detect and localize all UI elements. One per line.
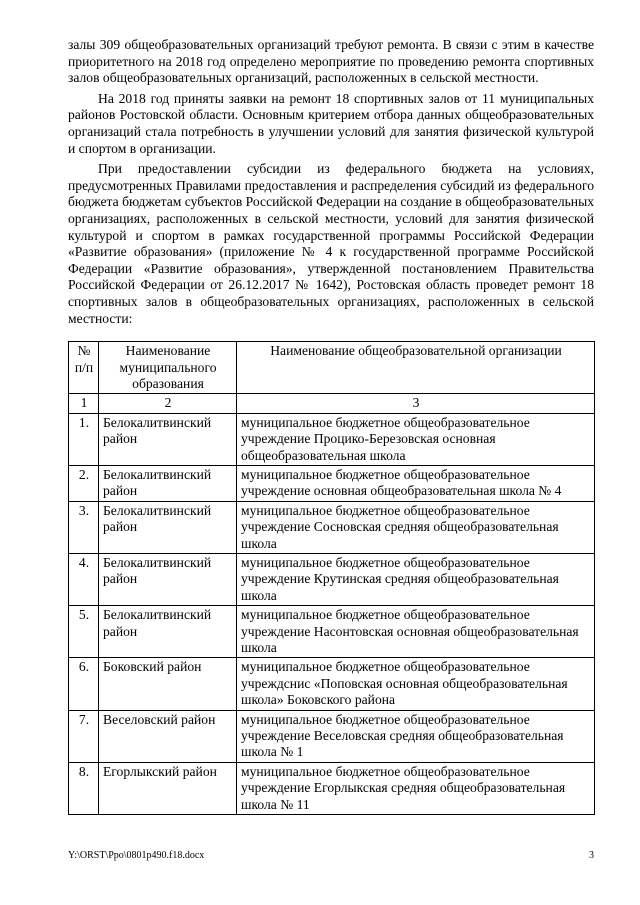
- row-organization: муниципальное бюджетное общеобразовательное учреждение Крутинская средняя общеобразовательная школа: [237, 553, 595, 605]
- header-organization: Наименование общеобразовательной организации: [237, 342, 595, 394]
- table-index-row: [69, 394, 595, 413]
- file-path: Y:\ORST\Ppo\0801p490.f18.docx: [68, 850, 205, 861]
- row-number: 2.: [69, 465, 99, 501]
- row-organization: муниципальное бюджетное общеобразовательное учреждение Веселовская средняя общеобразовательная школа № 1: [237, 710, 595, 762]
- row-number: 5.: [69, 606, 99, 658]
- row-organization: муниципальное бюджетное общеобразовательное учреждение Процико-Березовская основная общеобразовательная школа: [237, 413, 595, 465]
- row-organization: муниципальное бюджетное общеобразовательное учреждение Егорлыкская средняя общеобразовательная школа № 11: [237, 762, 595, 814]
- table-row: [69, 762, 595, 814]
- index-cell-1: 1: [69, 394, 99, 413]
- row-number: 6.: [69, 658, 99, 710]
- table-header-row: [69, 342, 595, 394]
- row-district: Белокалитвинский район: [99, 606, 237, 658]
- page-number: 3: [589, 850, 594, 861]
- row-district: Белокалитвинский район: [99, 413, 237, 465]
- row-number: 4.: [69, 553, 99, 605]
- paragraph-1: залы 309 общеобразовательных организаций требуют ремонта. В связи с этим в качестве приоритетного на 2018 год определено мероприятие по проведению ремонта спортивных залов общеобразовательных организаций, расположенных в сельской местности.: [68, 37, 594, 86]
- paragraph-2: На 2018 год приняты заявки на ремонт 18 спортивных залов от 11 муниципальных районов Ростовской области. Основным критерием отбора данных общеобразовательных организаций стала потребность в улучшении условий для занятия физической культурой и спортом в организации.: [68, 90, 594, 156]
- index-cell-3: 3: [237, 394, 595, 413]
- row-district: Боковский район: [99, 658, 237, 710]
- index-cell-2: 2: [99, 394, 237, 413]
- row-number: 7.: [69, 710, 99, 762]
- schools-table: [68, 341, 595, 815]
- table-row: [69, 658, 595, 710]
- row-organization: муниципальное бюджетное общеобразовательное учреждение основная общеобразовательная школа № 4: [237, 465, 595, 501]
- row-number: 3.: [69, 501, 99, 553]
- header-number: № п/п: [69, 342, 99, 394]
- row-organization: муниципальное бюджетное общеобразовательное учреждение Сосновская средняя общеобразовательная школа: [237, 501, 595, 553]
- paragraph-3: При предоставлении субсидии из федерального бюджета на условиях, предусмотренных Правилами предоставления и распределения субсидий из федерального бюджета бюджетам субъектов Российской Федерации на создание в общеобразовательных организациях, расположенных в сельской местности, условий для занятия физической культурой и спортом в рамках государственной программы Российской Федерации «Развитие образования» (приложение № 4 к государственной программе Российской Федерации «Развитие образования», утвержденной постановлением Правительства Российской Федерации от 26.12.2017 № 1642), Ростовская область проведет ремонт 18 спортивных залов в общеобразовательных организациях, расположенных в сельской местности:: [68, 161, 595, 326]
- document-page: [68, 37, 594, 815]
- table-row: [69, 501, 595, 553]
- table-row: [69, 553, 595, 605]
- row-district: Белокалитвинский район: [99, 553, 237, 605]
- row-organization: муниципальное бюджетное общеобразовательное учреждение Насонтовская основная общеобразовательная школа: [237, 606, 595, 658]
- row-district: Белокалитвинский район: [99, 465, 237, 501]
- row-number: 1.: [69, 413, 99, 465]
- table-row: [69, 710, 595, 762]
- row-district: Веселовский район: [99, 710, 237, 762]
- table-row: [69, 465, 595, 501]
- table-row: [69, 606, 595, 658]
- row-district: Белокалитвинский район: [99, 501, 237, 553]
- header-municipality: Наименование муниципального образования: [99, 342, 237, 394]
- row-organization: муниципальное бюджетное общеобразовательное учреждснис «Поповская основная общеобразовательная школа» Боковского района: [237, 658, 595, 710]
- row-district: Егорлыкский район: [99, 762, 237, 814]
- row-number: 8.: [69, 762, 99, 814]
- table-row: [69, 413, 595, 465]
